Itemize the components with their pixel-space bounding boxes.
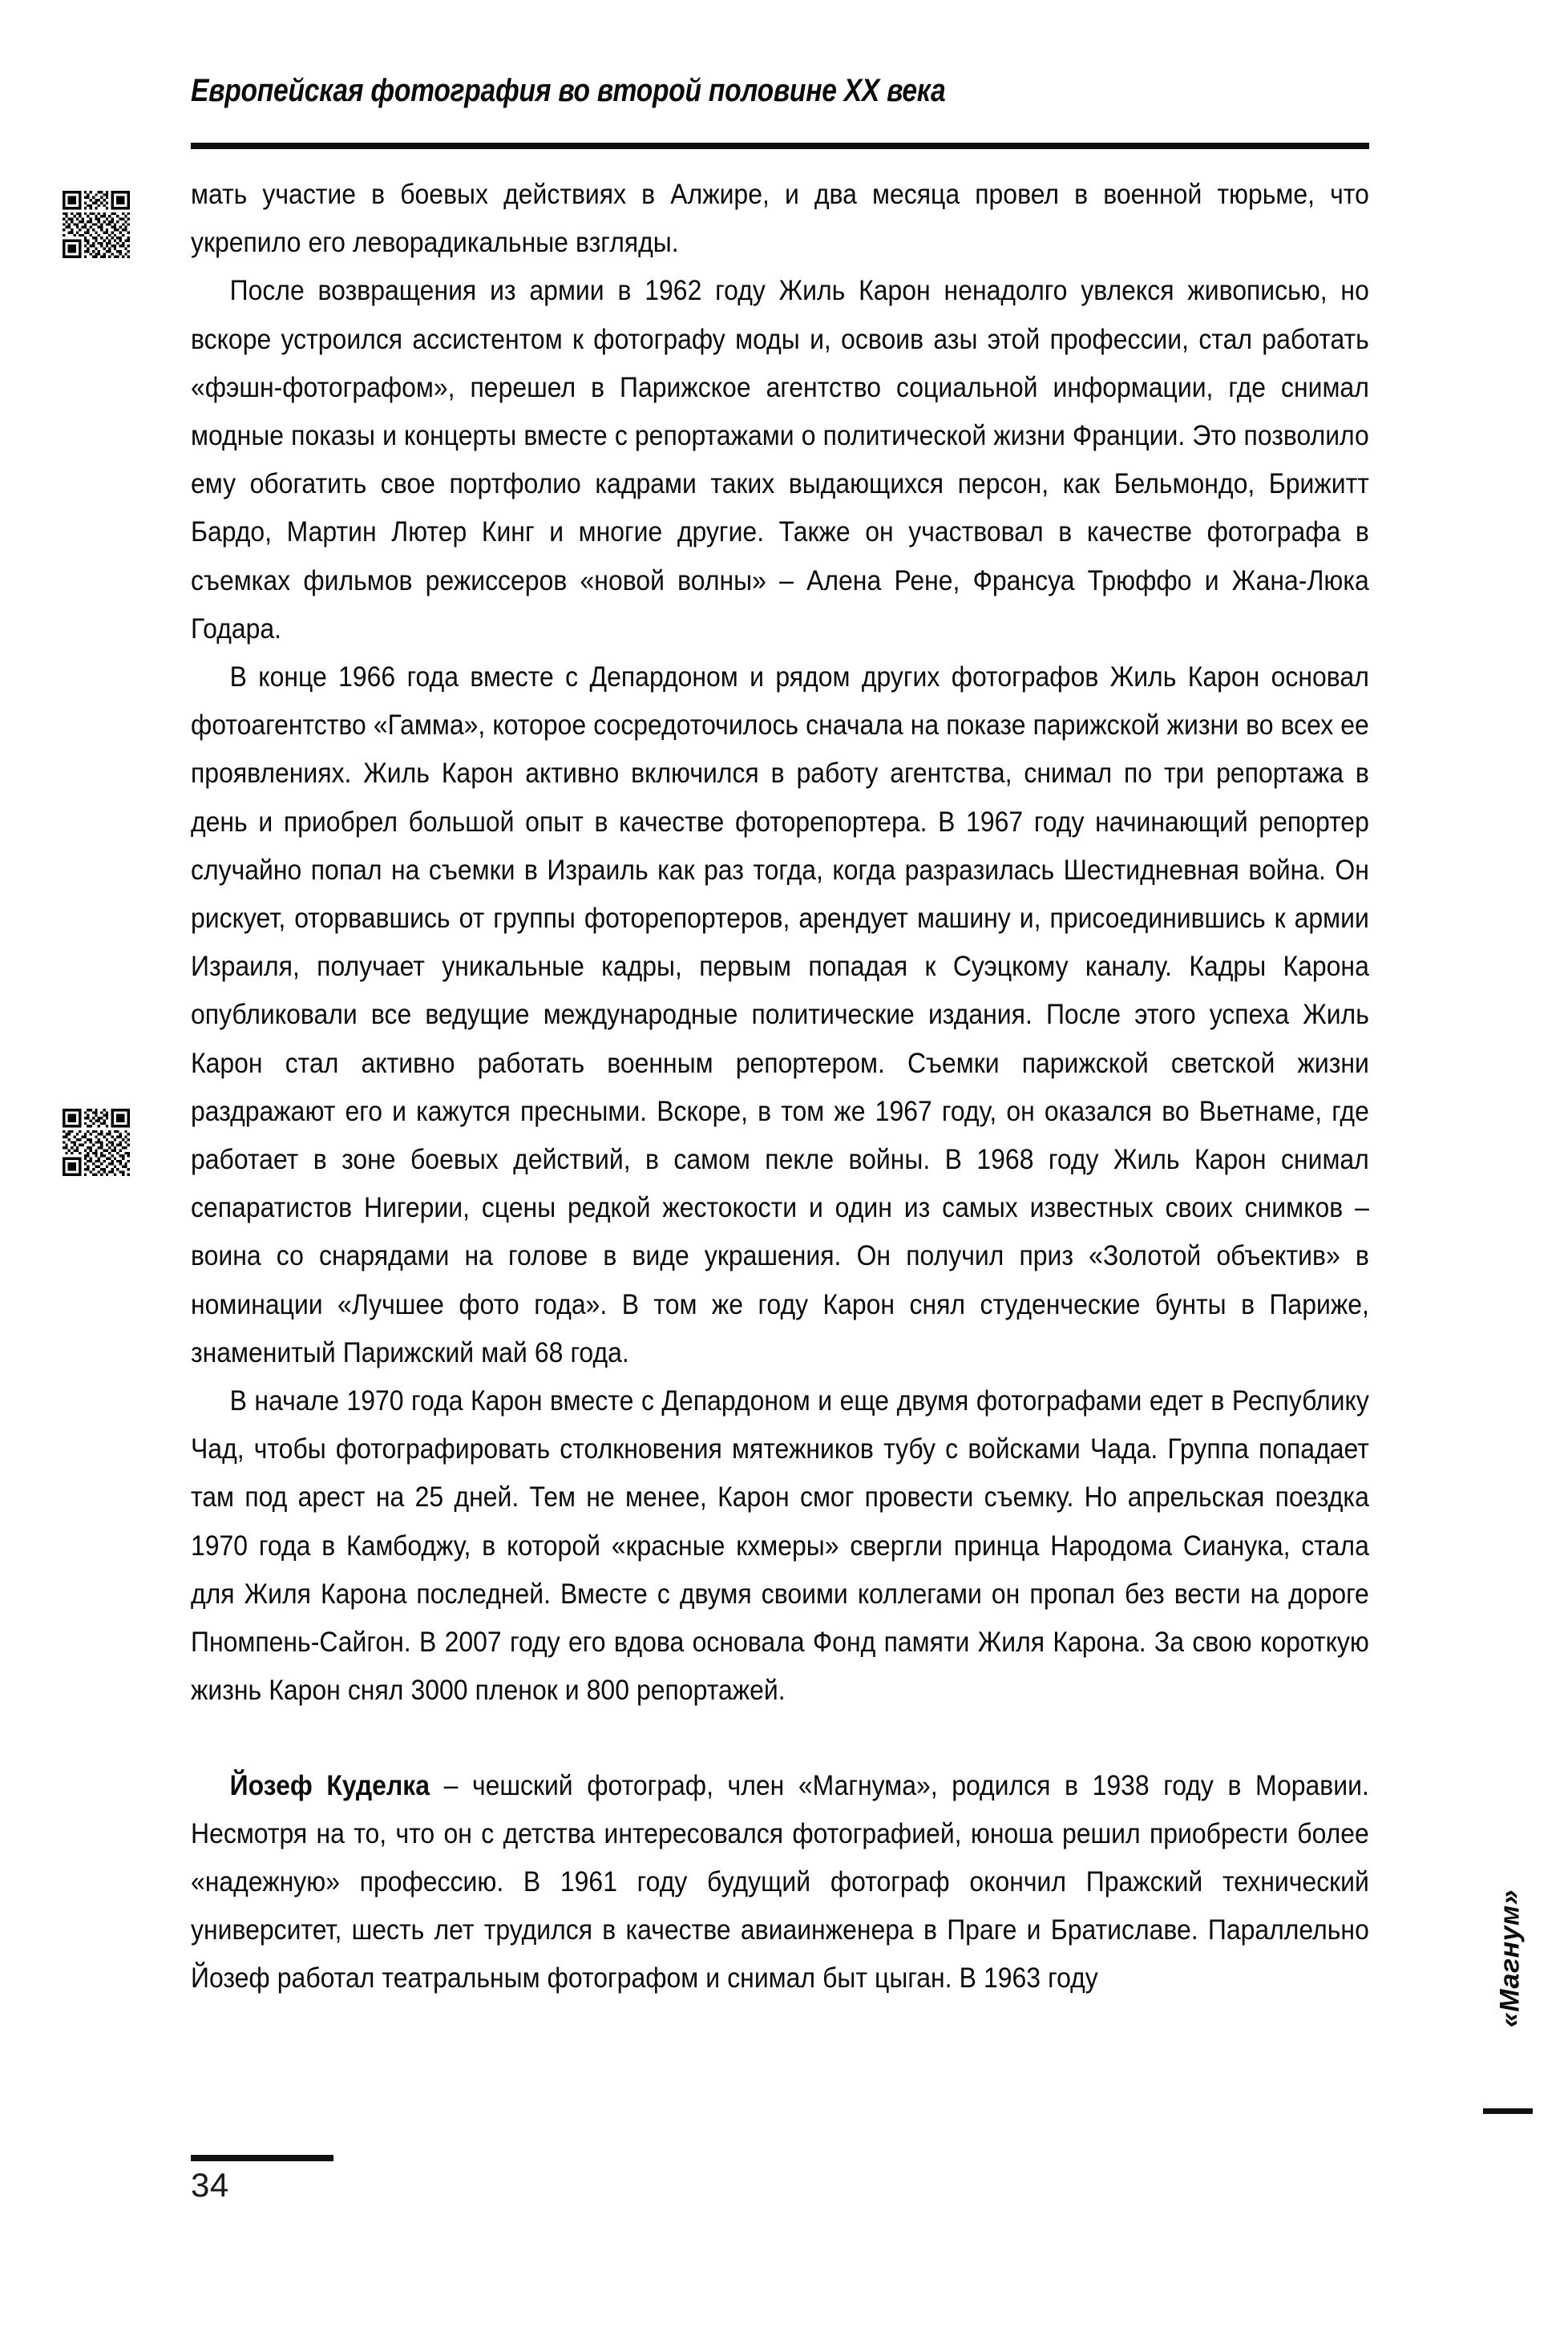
paragraph-koudelka-intro — [191, 1761, 1369, 2003]
body-text-column — [191, 170, 1369, 2003]
qr-code-icon — [63, 191, 130, 258]
qr-code-icon — [63, 1109, 130, 1176]
koudelka-name-lead: Йозеф Куделка — [229, 1768, 430, 1801]
page-number: 34 — [191, 2166, 229, 2204]
paragraph-caron-gamma-agency: В конце 1966 года вместе с Депардоном и рядом других фотографов Жиль Карон основал фотоагентство «Гамма», которое сосредоточилось сначала на показе парижской жизни во всех ее проявлениях. Жиль Карон активно включился в работу агентства, снимал по три репортажа в день и приобрел большой опыт в качестве фоторепортера. В 1967 году начинающий репортер случайно попал на съемки в Израиль как раз тогда, когда разразилась Шестидневная война. Он рискует, оторвавшись от группы фоторепортеров, арендует машину и, присоединившись к армии Израиля, получает уникальные кадры, первым попадая к Суэцкому каналу. Кадры Карона опубликовали все ведущие международные политические издания. После этого успеха Жиль Карон стал активно работать военным репортером. Съемки парижской светской жизни раздражают его и кажутся пресными. Вскоре, в том же 1967 году, он оказался во Вьетнаме, где работает в зоне боевых действий, в самом пекле войны. В 1968 году Жиль Карон снимал сепаратистов Нигерии, сцены редкой жестокости и один из самых известных своих снимков – воина со снарядами на голове в виде украшения. Он получил приз «Золотой объектив» в номинации «Лучшее фото года». В том же году Карон снял студенческие бунты в Париже, знаменитый Парижский май 68 года. — [191, 661, 1369, 1368]
running-head-rule — [191, 143, 1369, 149]
margin-tab-rule — [1483, 2108, 1533, 2114]
footer-rule — [191, 2155, 333, 2161]
running-head-title: Европейская фотография во второй половине XX века — [191, 73, 946, 108]
paragraph-caron-final-years: В начале 1970 года Карон вместе с Депардоном и еще двумя фотографами едет в Республику Чад, чтобы фотографировать столкновения мятежников тубу с войсками Чада. Группа попадает там под арест на 25 дней. Тем не менее, Карон смог провести съемку. Но апрельская поездка 1970 года в Камбоджу, в которой «красные кхмеры» свергли принца Народома Сианука, стала для Жиля Карона последней. Вместе с двумя своими коллегами он пропал без вести на дороге Пномпень-Сайгон. В 2007 году его вдова основала Фонд памяти Жиля Карона. За свою короткую жизнь Карон снял 3000 пленок и 800 репортажей. — [191, 1384, 1369, 1707]
paragraph-caron-early-career: После возвращения из армии в 1962 году Жиль Карон ненадолго увлекся живописью, но вскоре устроился ассистентом к фотографу моды и, освоив азы этой профессии, стал работать «фэшн-фотографом», перешел в Парижское агентство социальной информации, где снимал модные показы и концерты вместе с репортажами о политической жизни Франции. Это позволило ему обогатить свое портфолио кадрами таких выдающихся персон, как Бельмондо, Брижитт Бардо, Мартин Лютер Кинг и многие другие. Также он участвовал в качестве фотографа в съемках фильмов режиссеров «новой волны» – Алена Рене, Франсуа Трюффо и Жана-Люка Годара. — [191, 274, 1369, 645]
margin-section-tab — [1486, 1826, 1534, 2091]
koudelka-body-text: – чешский фотограф, член «Магнума», родился в 1938 году в Моравии. Несмотря на то, что он с детства интересовался фотографией, юноша решил приобрести более «надежную» профессию. В 1961 году будущий фотограф окончил Пражский технический университет, шесть лет трудился в качестве авиаинженера в Праге и Братиславе. Параллельно Йозеф работал театральным фотографом и снимал быт цыган. В 1963 году — [191, 1768, 1369, 1995]
paragraph-continuation: мать участие в боевых действиях в Алжире, и два месяца провел в военной тюрьме, что укрепило его леворадикальные взгляды. — [191, 178, 1369, 259]
running-head — [191, 74, 1369, 107]
margin-section-tab-label: «Магнум» — [1494, 1889, 1526, 2028]
